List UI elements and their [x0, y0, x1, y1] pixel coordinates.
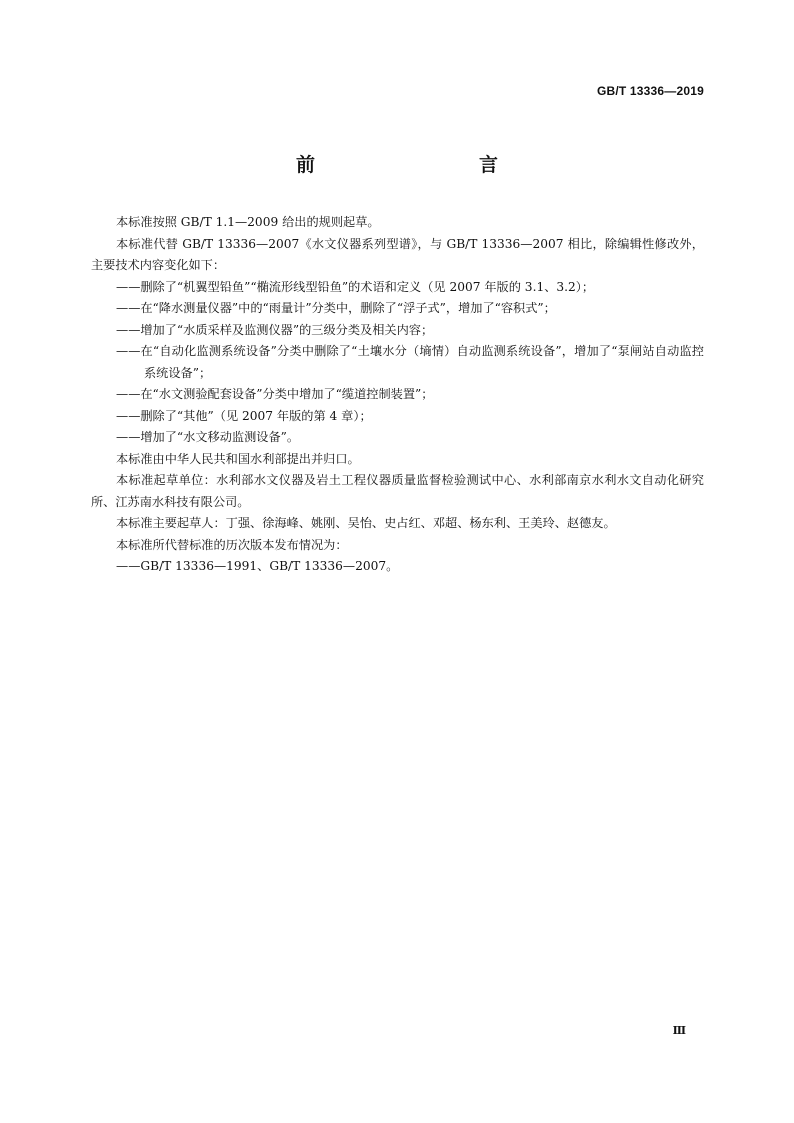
- change-item: ——增加了“水质采样及监测仪器”的三级分类及相关内容；: [116, 322, 434, 337]
- paragraph-drafters: 本标准主要起草人：丁强、徐海峰、姚刚、吴怡、史占红、邓超、杨东利、王美玲、赵德友。: [116, 516, 616, 530]
- paragraph-drafting-units: 本标准起草单位：水利部水文仪器及岩土工程仪器质量监督检验测试中心、水利部南京水利水文自动化研究所、江苏南水科技有限公司。: [91, 473, 704, 509]
- standard-code: GB/T 13336—2019: [596, 84, 704, 98]
- page-number: Ⅲ: [672, 1024, 686, 1037]
- change-item: ——删除了“其他”（见 2007 年版的第 4 章）；: [116, 408, 372, 423]
- paragraph-history-intro: 本标准所代替标准的历次版本发布情况为：: [116, 537, 348, 552]
- change-item: ——在“水文测验配套设备”分类中增加了“缆道控制装置”；: [116, 387, 434, 401]
- change-item: ——在“降水测量仪器”中的“雨量计”分类中，删除了“浮子式”，增加了“容积式”；: [116, 301, 556, 315]
- history-item: ——GB/T 13336—1991、GB/T 13336—2007。: [116, 559, 399, 573]
- foreword-body: [91, 212, 704, 578]
- paragraph-drafting-rules: 本标准按照 GB/T 1.1—2009 给出的规则起草。: [116, 215, 380, 229]
- change-item: ——增加了“水文移动监测设备”。: [116, 430, 300, 444]
- paragraph-proposer: 本标准由中华人民共和国水利部提出并归口。: [116, 451, 360, 466]
- page-title: 前 言: [295, 154, 540, 176]
- change-item: ——删除了“机翼型铅鱼”“椭流形线型铅鱼”的术语和定义（见 2007 年版的 3.1、3.2）；: [116, 279, 595, 294]
- change-item: ——在“自动化监测系统设备”分类中删除了“土壤水分（墒情）自动监测系统设备”，增加了“泵闸站自动监控系统设备”；: [116, 344, 704, 380]
- paragraph-replacement: 本标准代替 GB/T 13336—2007《水文仪器系列型谱》，与 GB/T 13336—2007 相比，除编辑性修改外，主要技术内容变化如下：: [91, 236, 704, 272]
